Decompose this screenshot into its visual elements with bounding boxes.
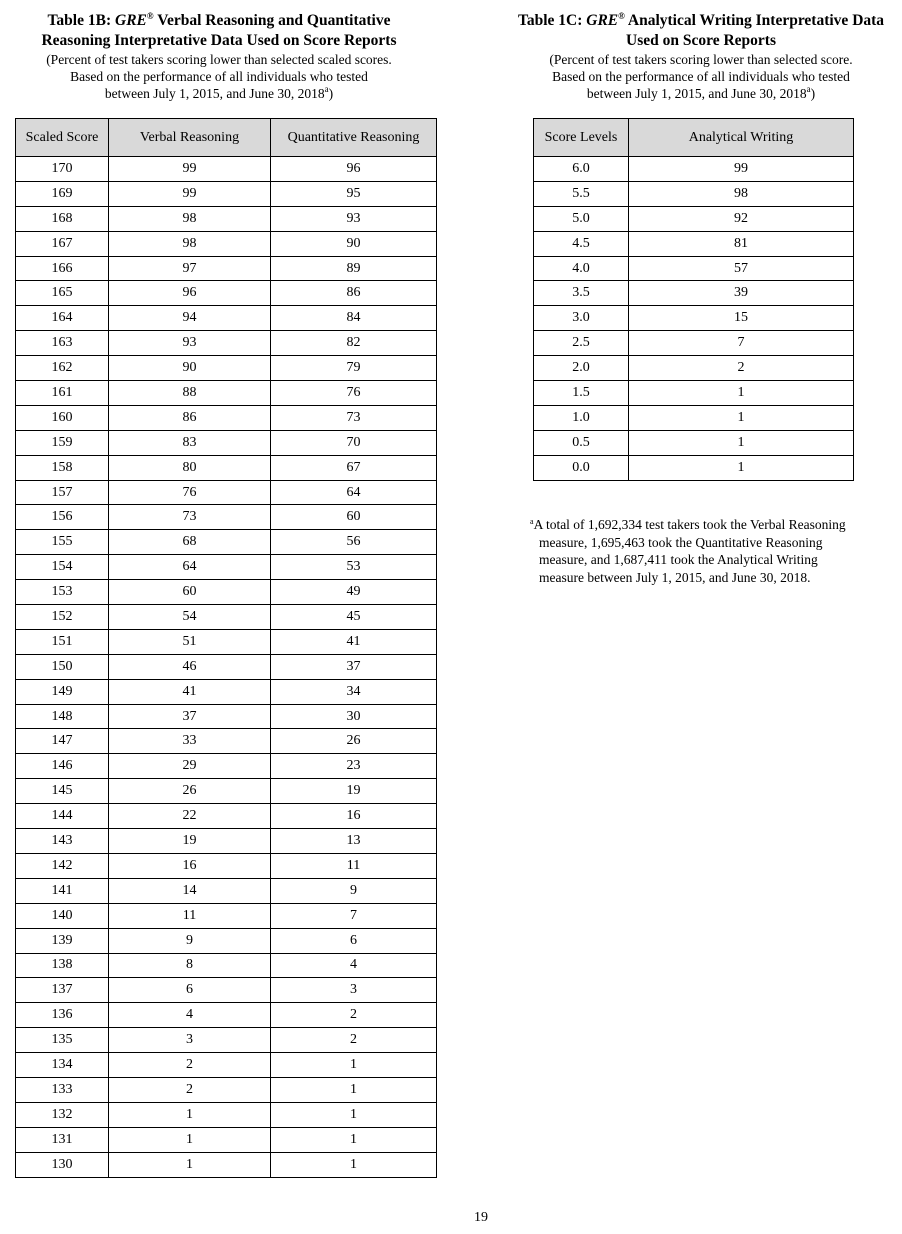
table-cell: 64: [109, 555, 271, 580]
table-cell: 1: [109, 1127, 271, 1152]
table-row: [534, 157, 854, 182]
table-cell: 80: [109, 455, 271, 480]
table-cell: 4: [271, 953, 437, 978]
table-row: [16, 829, 437, 854]
table-row: [16, 555, 437, 580]
table-cell: 9: [271, 878, 437, 903]
table-row: [16, 530, 437, 555]
table-cell: 1: [629, 430, 854, 455]
table-row: [16, 654, 437, 679]
footnote: $^a$A total of 1,692,334 test takers took the Verbal Reasoning measure, 1,695,463 took the Quantitative Reasoning measure, and 1,687,411 took the Analytical Writing measure between July 1, 2015, and June 30, 2018.: [530, 517, 846, 585]
table-cell: 82: [271, 331, 437, 356]
table-cell: 19: [109, 829, 271, 854]
column-header: Verbal Reasoning: [109, 119, 271, 157]
table-cell: 142: [16, 853, 109, 878]
table-cell: 144: [16, 804, 109, 829]
table-cell: 140: [16, 903, 109, 928]
table-cell: 139: [16, 928, 109, 953]
table-cell: 86: [109, 405, 271, 430]
table-cell: 53: [271, 555, 437, 580]
table-1b-title: Table 1B: GRE® Verbal Reasoning and Quantitative Reasoning Interpretative Data Used on Score Reports: [41, 11, 397, 49]
table-cell: 98: [109, 206, 271, 231]
table-cell: 56: [271, 530, 437, 555]
table-row: [534, 206, 854, 231]
table-row: [16, 1127, 437, 1152]
table-cell: 169: [16, 181, 109, 206]
table-cell: 159: [16, 430, 109, 455]
table-cell: 4: [109, 1003, 271, 1028]
table-row: [16, 978, 437, 1003]
table-row: [16, 331, 437, 356]
table-cell: 3: [271, 978, 437, 1003]
table-cell: 138: [16, 953, 109, 978]
table-cell: 83: [109, 430, 271, 455]
table-cell: 153: [16, 580, 109, 605]
table-cell: 1: [271, 1053, 437, 1078]
table-cell: 137: [16, 978, 109, 1003]
table-cell: 1.5: [534, 381, 629, 406]
table-cell: 141: [16, 878, 109, 903]
table-cell: 2: [271, 1028, 437, 1053]
table-cell: 16: [109, 853, 271, 878]
table-cell: 19: [271, 779, 437, 804]
table-cell: 89: [271, 256, 437, 281]
table-row: [16, 157, 437, 182]
table-cell: 1: [271, 1077, 437, 1102]
table-cell: 163: [16, 331, 109, 356]
table-cell: 60: [271, 505, 437, 530]
table-cell: 135: [16, 1028, 109, 1053]
table-cell: 7: [629, 331, 854, 356]
table-cell: 76: [109, 480, 271, 505]
table-cell: 2: [271, 1003, 437, 1028]
table-cell: 3: [109, 1028, 271, 1053]
table-row: [16, 629, 437, 654]
table-row: [534, 405, 854, 430]
column-header: Scaled Score: [16, 119, 109, 157]
table-cell: 84: [271, 306, 437, 331]
table-cell: 1: [629, 405, 854, 430]
table-cell: 161: [16, 381, 109, 406]
table-cell: 1: [271, 1127, 437, 1152]
table-1b-subtitle: (Percent of test takers scoring lower than selected scaled scores. Based on the performance of all individuals who tested between July 1, 2015, and June 30, 2018$^a$): [46, 52, 392, 101]
table-row: [16, 181, 437, 206]
table-cell: 93: [271, 206, 437, 231]
table-row: [16, 381, 437, 406]
table-cell: 23: [271, 754, 437, 779]
table-cell: 2.0: [534, 356, 629, 381]
table-row: [16, 430, 437, 455]
table-cell: 97: [109, 256, 271, 281]
table-cell: 146: [16, 754, 109, 779]
table-cell: 33: [109, 729, 271, 754]
table-row: [534, 356, 854, 381]
table-row: [16, 580, 437, 605]
table-cell: 170: [16, 157, 109, 182]
table-cell: 132: [16, 1102, 109, 1127]
table-cell: 14: [109, 878, 271, 903]
table-row: [534, 181, 854, 206]
table-row: [16, 928, 437, 953]
table-row: [16, 779, 437, 804]
table-cell: 136: [16, 1003, 109, 1028]
table-cell: 165: [16, 281, 109, 306]
table-row: [16, 206, 437, 231]
table-cell: 93: [109, 331, 271, 356]
table-cell: 90: [109, 356, 271, 381]
table-cell: 1: [109, 1102, 271, 1127]
table-cell: 95: [271, 181, 437, 206]
table-cell: 166: [16, 256, 109, 281]
table-cell: 96: [271, 157, 437, 182]
table-cell: 6.0: [534, 157, 629, 182]
table-cell: 1: [109, 1152, 271, 1177]
table-cell: 34: [271, 679, 437, 704]
table-cell: 0.0: [534, 455, 629, 480]
table-cell: 37: [109, 704, 271, 729]
table-row: [534, 256, 854, 281]
table-cell: 99: [629, 157, 854, 182]
table-cell: 155: [16, 530, 109, 555]
table-cell: 49: [271, 580, 437, 605]
table-1c: [533, 118, 854, 481]
table-cell: 98: [109, 231, 271, 256]
table-cell: 26: [271, 729, 437, 754]
table-cell: 45: [271, 605, 437, 630]
table-row: [16, 903, 437, 928]
table-row: [534, 331, 854, 356]
table-cell: 68: [109, 530, 271, 555]
table-row: [534, 430, 854, 455]
column-header: Score Levels: [534, 119, 629, 157]
table-row: [16, 455, 437, 480]
table-cell: 60: [109, 580, 271, 605]
table-row: [16, 1102, 437, 1127]
table-cell: 2.5: [534, 331, 629, 356]
table-cell: 11: [271, 853, 437, 878]
table-cell: 26: [109, 779, 271, 804]
table-cell: 9: [109, 928, 271, 953]
table-row: [16, 231, 437, 256]
table-cell: 131: [16, 1127, 109, 1152]
table-cell: 1: [271, 1102, 437, 1127]
table-cell: 13: [271, 829, 437, 854]
table-row: [16, 729, 437, 754]
table-cell: 15: [629, 306, 854, 331]
table-cell: 130: [16, 1152, 109, 1177]
table-row: [16, 256, 437, 281]
table-1b-caption: [14, 11, 424, 102]
column-header: Quantitative Reasoning: [271, 119, 437, 157]
table-cell: 64: [271, 480, 437, 505]
table-cell: 7: [271, 903, 437, 928]
table-cell: 148: [16, 704, 109, 729]
table-cell: 158: [16, 455, 109, 480]
table-cell: 2: [109, 1077, 271, 1102]
table-cell: 152: [16, 605, 109, 630]
table-row: [534, 231, 854, 256]
table-cell: 88: [109, 381, 271, 406]
table-cell: 162: [16, 356, 109, 381]
table-cell: 29: [109, 754, 271, 779]
table-cell: 5.0: [534, 206, 629, 231]
table-cell: 54: [109, 605, 271, 630]
table-1c-caption: [515, 11, 887, 102]
table-cell: 4.5: [534, 231, 629, 256]
table-cell: 30: [271, 704, 437, 729]
table-row: [534, 281, 854, 306]
table-row: [534, 306, 854, 331]
table-cell: 151: [16, 629, 109, 654]
table-cell: 5.5: [534, 181, 629, 206]
table-cell: 157: [16, 480, 109, 505]
table-cell: 16: [271, 804, 437, 829]
table-cell: 41: [271, 629, 437, 654]
table-row: [16, 1003, 437, 1028]
table-row: [16, 953, 437, 978]
table-cell: 1: [629, 381, 854, 406]
table-cell: 70: [271, 430, 437, 455]
table-cell: 0.5: [534, 430, 629, 455]
table-cell: 86: [271, 281, 437, 306]
table-cell: 73: [271, 405, 437, 430]
table-cell: 143: [16, 829, 109, 854]
table-row: [16, 804, 437, 829]
table-cell: 2: [109, 1053, 271, 1078]
table-cell: 22: [109, 804, 271, 829]
column-header: Analytical Writing: [629, 119, 854, 157]
table-row: [16, 1028, 437, 1053]
table-row: [534, 381, 854, 406]
table-cell: 168: [16, 206, 109, 231]
table-cell: 149: [16, 679, 109, 704]
table-cell: 46: [109, 654, 271, 679]
table-row: [16, 281, 437, 306]
table-cell: 99: [109, 181, 271, 206]
table-cell: 73: [109, 505, 271, 530]
table-cell: 1: [629, 455, 854, 480]
table-cell: 156: [16, 505, 109, 530]
table-cell: 147: [16, 729, 109, 754]
table-row: [16, 480, 437, 505]
table-cell: 57: [629, 256, 854, 281]
table-cell: 1.0: [534, 405, 629, 430]
table-1c-subtitle: (Percent of test takers scoring lower than selected score. Based on the performance of all individuals who tested between July 1, 2015, and June 30, 2018$^a$): [549, 52, 853, 101]
table-row: [16, 1152, 437, 1177]
table-cell: 164: [16, 306, 109, 331]
table-row: [16, 1053, 437, 1078]
table-cell: 37: [271, 654, 437, 679]
table-row: [16, 679, 437, 704]
table-cell: 1: [271, 1152, 437, 1177]
table-cell: 67: [271, 455, 437, 480]
table-cell: 96: [109, 281, 271, 306]
table-cell: 94: [109, 306, 271, 331]
table-cell: 160: [16, 405, 109, 430]
table-cell: 145: [16, 779, 109, 804]
table-cell: 3.0: [534, 306, 629, 331]
table-1c-title: Table 1C: GRE® Analytical Writing Interpretative Data Used on Score Reports: [517, 11, 885, 49]
table-row: [16, 1077, 437, 1102]
table-cell: 92: [629, 206, 854, 231]
page-number: 19: [474, 1210, 488, 1225]
table-cell: 150: [16, 654, 109, 679]
table-row: [16, 605, 437, 630]
table-row: [534, 455, 854, 480]
table-cell: 81: [629, 231, 854, 256]
table-cell: 41: [109, 679, 271, 704]
table-cell: 133: [16, 1077, 109, 1102]
table-cell: 2: [629, 356, 854, 381]
table-cell: 167: [16, 231, 109, 256]
table-row: [16, 505, 437, 530]
table-row: [16, 853, 437, 878]
table-cell: 134: [16, 1053, 109, 1078]
table-row: [16, 356, 437, 381]
table-cell: 39: [629, 281, 854, 306]
table-cell: 99: [109, 157, 271, 182]
table-cell: 51: [109, 629, 271, 654]
table-cell: 6: [271, 928, 437, 953]
table-row: [16, 306, 437, 331]
table-1b: [15, 118, 437, 1178]
table-row: [16, 405, 437, 430]
table-cell: 6: [109, 978, 271, 1003]
table-cell: 90: [271, 231, 437, 256]
table-row: [16, 754, 437, 779]
table-row: [16, 878, 437, 903]
table-cell: 8: [109, 953, 271, 978]
table-cell: 79: [271, 356, 437, 381]
table-row: [16, 704, 437, 729]
table-cell: 154: [16, 555, 109, 580]
table-cell: 11: [109, 903, 271, 928]
table-cell: 76: [271, 381, 437, 406]
table-cell: 3.5: [534, 281, 629, 306]
table-cell: 98: [629, 181, 854, 206]
table-cell: 4.0: [534, 256, 629, 281]
